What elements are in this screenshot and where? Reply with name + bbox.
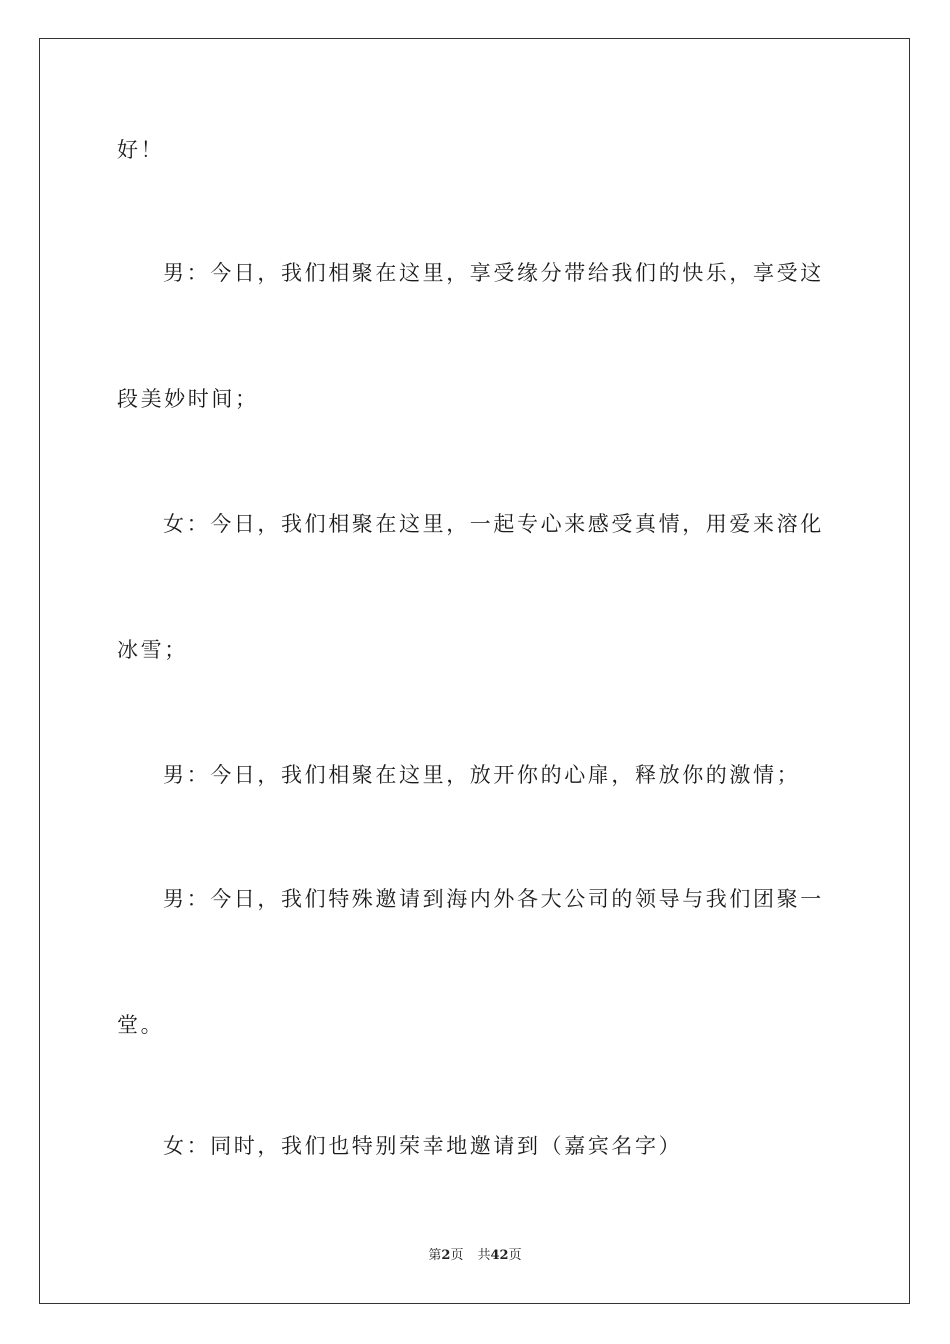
text-line-5: 冰雪； [117, 638, 188, 662]
total-prefix: 共 [477, 1248, 491, 1263]
text-line-9: 女：同时，我们也特别荣幸地邀请到（嘉宾名字） [163, 1134, 683, 1158]
text-line-8: 堂。 [117, 1013, 165, 1037]
page-suffix: 页 [450, 1248, 464, 1263]
total-suffix: 页 [508, 1248, 522, 1263]
text-line-1: 好！ [117, 138, 165, 162]
text-line-6: 男：今日，我们相聚在这里，放开你的心扉，释放你的激情； [163, 763, 801, 787]
text-line-3: 段美妙时间； [117, 387, 259, 411]
text-line-2: 男：今日，我们相聚在这里，享受缘分带给我们的快乐，享受这 [163, 261, 824, 285]
page-total: 42 [490, 1248, 509, 1263]
page-prefix: 第 [428, 1248, 442, 1263]
page-frame [39, 38, 910, 1304]
text-line-7: 男：今日，我们特殊邀请到海内外各大公司的领导与我们团聚一 [163, 887, 824, 911]
text-line-4: 女：今日，我们相聚在这里，一起专心来感受真情，用爱来溶化 [163, 512, 824, 536]
page-footer [0, 1247, 950, 1265]
page-current: 2 [441, 1248, 451, 1263]
